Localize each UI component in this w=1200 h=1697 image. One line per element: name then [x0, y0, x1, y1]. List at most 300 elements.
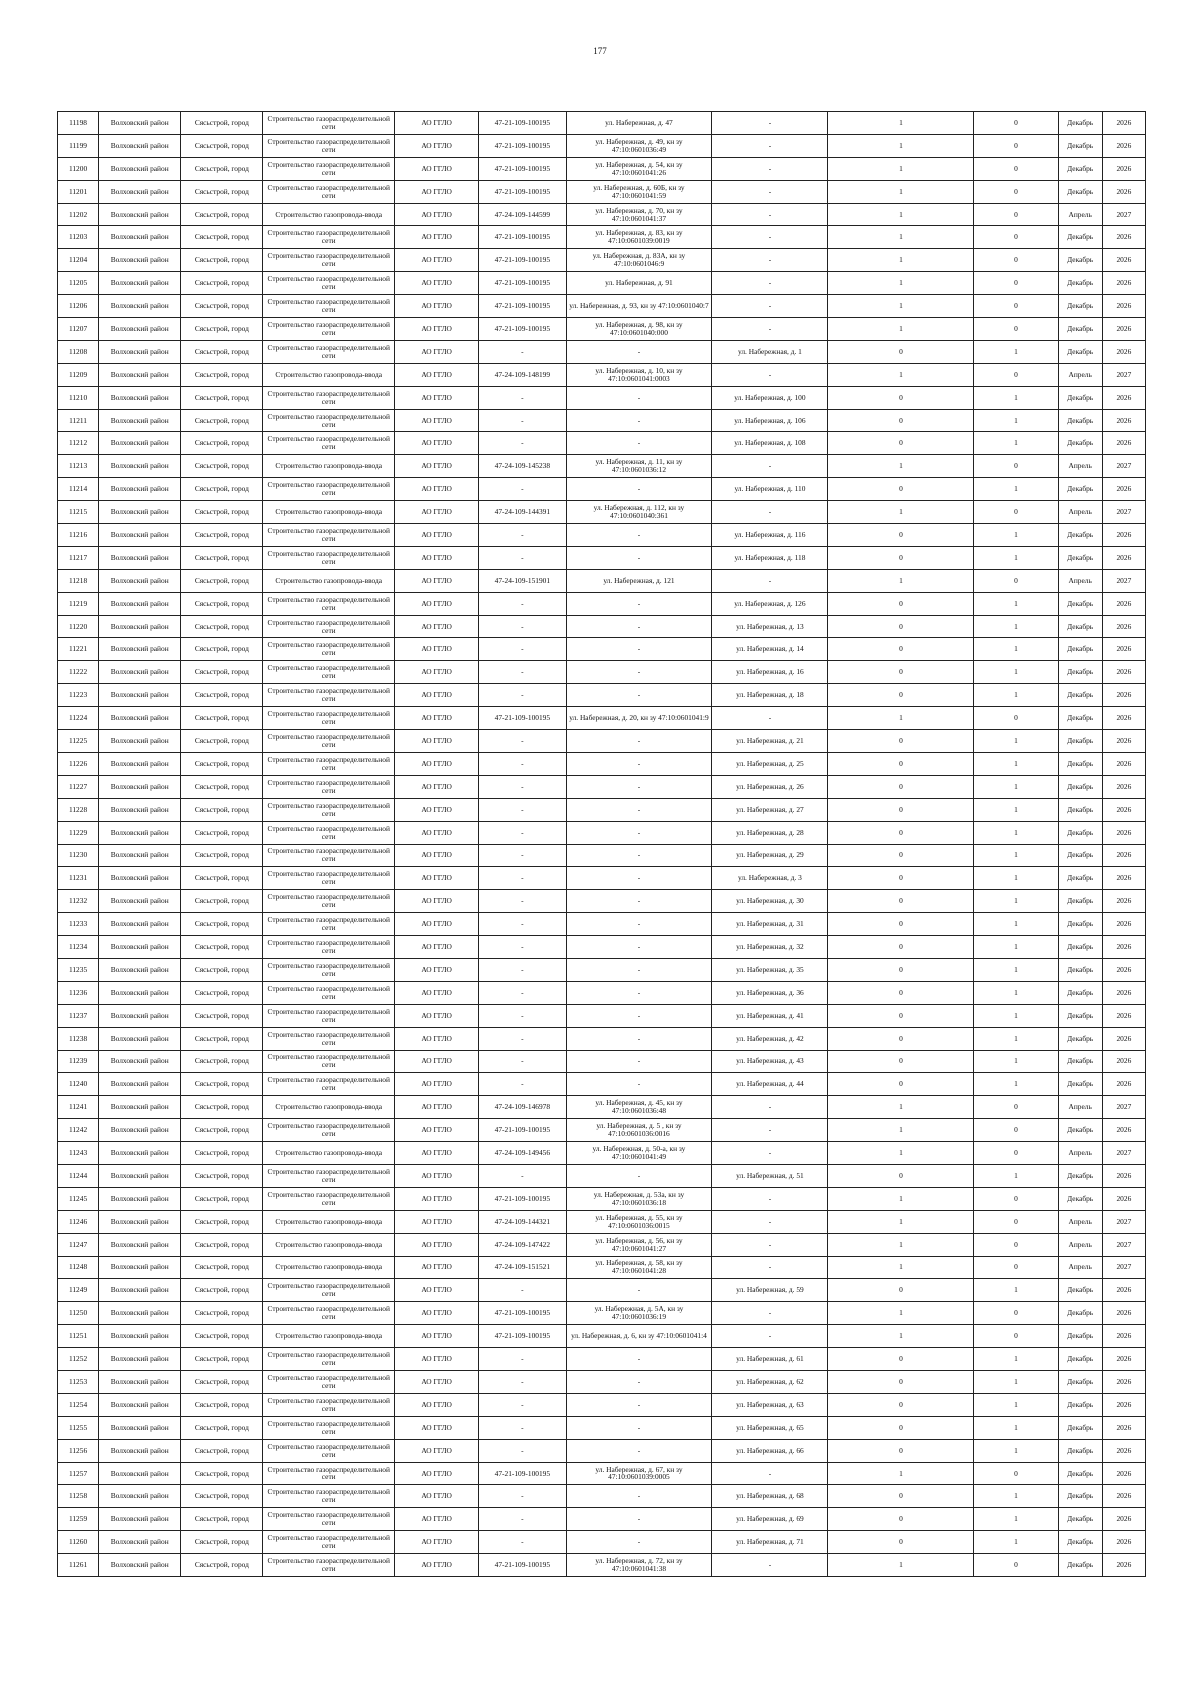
- cell-address-without-permit: ул. Набережная, д. 66: [712, 1439, 828, 1462]
- cell-locality: Сясьстрой, город: [181, 1348, 263, 1371]
- table-row: [58, 844, 1146, 867]
- cell-permit-number: -: [479, 1370, 566, 1393]
- cell-address-without-permit: -: [712, 501, 828, 524]
- cell-row-number: 11231: [58, 867, 99, 890]
- cell-row-number: 11204: [58, 249, 99, 272]
- cell-row-number: 11256: [58, 1439, 99, 1462]
- cell-locality: Сясьстрой, город: [181, 1439, 263, 1462]
- cell-address-with-permit: ул. Набережная, д. 70, кн зу 47:10:0601041:37: [566, 203, 712, 226]
- cell-district: Волховский район: [99, 295, 181, 318]
- cell-address-without-permit: -: [712, 180, 828, 203]
- cell-permit-number: -: [479, 1393, 566, 1416]
- cell-locality: Сясьстрой, город: [181, 981, 263, 1004]
- cell-district: Волховский район: [99, 226, 181, 249]
- cell-count-b: 1: [974, 546, 1058, 569]
- cell-row-number: 11201: [58, 180, 99, 203]
- cell-district: Волховский район: [99, 684, 181, 707]
- cell-count-b: 1: [974, 432, 1058, 455]
- cell-permit-number: 47-21-109-100195: [479, 1119, 566, 1142]
- cell-organization: АО ГГЛО: [394, 249, 478, 272]
- cell-address-with-permit: -: [566, 913, 712, 936]
- cell-organization: АО ГГЛО: [394, 1073, 478, 1096]
- cell-row-number: 11244: [58, 1164, 99, 1187]
- cell-work-type: Строительство газораспределительной сети: [263, 409, 395, 432]
- cell-address-without-permit: ул. Набережная, д. 41: [712, 1004, 828, 1027]
- cell-row-number: 11260: [58, 1531, 99, 1554]
- cell-permit-number: -: [479, 890, 566, 913]
- cell-organization: АО ГГЛО: [394, 752, 478, 775]
- cell-month: Декабрь: [1058, 295, 1102, 318]
- cell-address-with-permit: ул. Набережная, д. 10, кн зу 47:10:0601041:0003: [566, 363, 712, 386]
- table-row: [58, 867, 1146, 890]
- cell-organization: АО ГГЛО: [394, 1370, 478, 1393]
- cell-address-without-permit: ул. Набережная, д. 18: [712, 684, 828, 707]
- cell-count-b: 1: [974, 936, 1058, 959]
- cell-district: Волховский район: [99, 134, 181, 157]
- cell-year: 2027: [1102, 501, 1145, 524]
- table-row: [58, 1142, 1146, 1165]
- cell-count-b: 0: [974, 1210, 1058, 1233]
- cell-organization: АО ГГЛО: [394, 1393, 478, 1416]
- cell-address-without-permit: ул. Набережная, д. 26: [712, 775, 828, 798]
- cell-month: Декабрь: [1058, 1393, 1102, 1416]
- cell-organization: АО ГГЛО: [394, 798, 478, 821]
- cell-permit-number: 47-21-109-100195: [479, 226, 566, 249]
- cell-work-type: Строительство газораспределительной сети: [263, 112, 395, 135]
- cell-year: 2026: [1102, 546, 1145, 569]
- cell-locality: Сясьстрой, город: [181, 1462, 263, 1485]
- cell-year: 2027: [1102, 1256, 1145, 1279]
- cell-address-without-permit: ул. Набережная, д. 3: [712, 867, 828, 890]
- cell-address-with-permit: -: [566, 798, 712, 821]
- cell-address-with-permit: -: [566, 638, 712, 661]
- cell-district: Волховский район: [99, 1348, 181, 1371]
- cell-district: Волховский район: [99, 318, 181, 341]
- cell-row-number: 11208: [58, 340, 99, 363]
- cell-month: Декабрь: [1058, 1164, 1102, 1187]
- cell-locality: Сясьстрой, город: [181, 569, 263, 592]
- cell-locality: Сясьстрой, город: [181, 1004, 263, 1027]
- cell-organization: АО ГГЛО: [394, 615, 478, 638]
- cell-locality: Сясьстрой, город: [181, 1416, 263, 1439]
- cell-organization: АО ГГЛО: [394, 134, 478, 157]
- cell-organization: АО ГГЛО: [394, 684, 478, 707]
- cell-address-without-permit: -: [712, 707, 828, 730]
- cell-count-a: 0: [828, 386, 974, 409]
- cell-year: 2026: [1102, 1073, 1145, 1096]
- cell-count-a: 1: [828, 1256, 974, 1279]
- cell-permit-number: 47-24-109-149456: [479, 1142, 566, 1165]
- cell-organization: АО ГГЛО: [394, 1554, 478, 1577]
- cell-count-b: 1: [974, 752, 1058, 775]
- cell-month: Декабрь: [1058, 1187, 1102, 1210]
- cell-permit-number: -: [479, 592, 566, 615]
- cell-row-number: 11221: [58, 638, 99, 661]
- cell-permit-number: 47-24-109-146978: [479, 1096, 566, 1119]
- cell-year: 2026: [1102, 1462, 1145, 1485]
- cell-count-b: 0: [974, 112, 1058, 135]
- cell-organization: АО ГГЛО: [394, 730, 478, 753]
- table-row: [58, 501, 1146, 524]
- table-row: [58, 1485, 1146, 1508]
- cell-address-without-permit: ул. Набережная, д. 30: [712, 890, 828, 913]
- cell-organization: АО ГГЛО: [394, 501, 478, 524]
- cell-work-type: Строительство газораспределительной сети: [263, 1554, 395, 1577]
- cell-year: 2026: [1102, 318, 1145, 341]
- cell-organization: АО ГГЛО: [394, 1256, 478, 1279]
- cell-month: Декабрь: [1058, 134, 1102, 157]
- cell-month: Декабрь: [1058, 752, 1102, 775]
- cell-district: Волховский район: [99, 1393, 181, 1416]
- cell-count-a: 1: [828, 112, 974, 135]
- cell-year: 2026: [1102, 1531, 1145, 1554]
- cell-locality: Сясьстрой, город: [181, 478, 263, 501]
- cell-month: Апрель: [1058, 501, 1102, 524]
- table-row: [58, 638, 1146, 661]
- cell-month: Декабрь: [1058, 638, 1102, 661]
- cell-permit-number: 47-21-109-100195: [479, 112, 566, 135]
- cell-month: Декабрь: [1058, 249, 1102, 272]
- table-row: [58, 1554, 1146, 1577]
- cell-address-without-permit: -: [712, 1325, 828, 1348]
- cell-address-without-permit: ул. Набережная, д. 63: [712, 1393, 828, 1416]
- cell-month: Декабрь: [1058, 1073, 1102, 1096]
- cell-month: Декабрь: [1058, 180, 1102, 203]
- cell-address-without-permit: ул. Набережная, д. 100: [712, 386, 828, 409]
- cell-count-b: 0: [974, 1096, 1058, 1119]
- cell-row-number: 11257: [58, 1462, 99, 1485]
- table-row: [58, 1027, 1146, 1050]
- table-row: [58, 386, 1146, 409]
- cell-month: Апрель: [1058, 455, 1102, 478]
- cell-work-type: Строительство газораспределительной сети: [263, 913, 395, 936]
- cell-count-b: 0: [974, 1554, 1058, 1577]
- cell-row-number: 11258: [58, 1485, 99, 1508]
- cell-locality: Сясьстрой, город: [181, 1187, 263, 1210]
- cell-district: Волховский район: [99, 1325, 181, 1348]
- cell-count-a: 0: [828, 1348, 974, 1371]
- cell-year: 2026: [1102, 1279, 1145, 1302]
- cell-count-b: 1: [974, 1485, 1058, 1508]
- cell-work-type: Строительство газораспределительной сети: [263, 1027, 395, 1050]
- cell-count-a: 0: [828, 752, 974, 775]
- cell-count-a: 1: [828, 318, 974, 341]
- cell-locality: Сясьстрой, город: [181, 661, 263, 684]
- table-row: [58, 615, 1146, 638]
- cell-address-with-permit: -: [566, 661, 712, 684]
- cell-organization: АО ГГЛО: [394, 363, 478, 386]
- cell-year: 2026: [1102, 295, 1145, 318]
- cell-row-number: 11241: [58, 1096, 99, 1119]
- cell-locality: Сясьстрой, город: [181, 524, 263, 547]
- cell-address-with-permit: -: [566, 936, 712, 959]
- cell-work-type: Строительство газопровода-ввода: [263, 1233, 395, 1256]
- page-number: 177: [593, 46, 607, 56]
- cell-year: 2026: [1102, 821, 1145, 844]
- cell-count-b: 1: [974, 958, 1058, 981]
- cell-count-a: 1: [828, 1096, 974, 1119]
- cell-work-type: Строительство газопровода-ввода: [263, 1256, 395, 1279]
- cell-address-without-permit: -: [712, 1187, 828, 1210]
- cell-organization: АО ГГЛО: [394, 340, 478, 363]
- cell-organization: АО ГГЛО: [394, 1508, 478, 1531]
- cell-address-with-permit: ул. Набережная, д. 93, кн зу 47:10:0601040:7: [566, 295, 712, 318]
- cell-year: 2026: [1102, 981, 1145, 1004]
- cell-permit-number: -: [479, 913, 566, 936]
- cell-count-a: 0: [828, 1531, 974, 1554]
- cell-work-type: Строительство газораспределительной сети: [263, 1485, 395, 1508]
- cell-organization: АО ГГЛО: [394, 272, 478, 295]
- cell-row-number: 11227: [58, 775, 99, 798]
- cell-count-a: 1: [828, 1325, 974, 1348]
- cell-year: 2027: [1102, 569, 1145, 592]
- cell-row-number: 11252: [58, 1348, 99, 1371]
- cell-locality: Сясьстрой, город: [181, 1256, 263, 1279]
- cell-count-a: 1: [828, 249, 974, 272]
- cell-count-a: 0: [828, 1416, 974, 1439]
- cell-count-a: 1: [828, 272, 974, 295]
- cell-month: Декабрь: [1058, 615, 1102, 638]
- cell-address-without-permit: ул. Набережная, д. 59: [712, 1279, 828, 1302]
- table-row: [58, 1393, 1146, 1416]
- cell-month: Декабрь: [1058, 1004, 1102, 1027]
- cell-count-b: 1: [974, 1416, 1058, 1439]
- cell-permit-number: -: [479, 775, 566, 798]
- cell-row-number: 11242: [58, 1119, 99, 1142]
- cell-count-a: 0: [828, 592, 974, 615]
- cell-year: 2026: [1102, 1302, 1145, 1325]
- cell-district: Волховский район: [99, 638, 181, 661]
- cell-month: Апрель: [1058, 569, 1102, 592]
- table-row: [58, 1531, 1146, 1554]
- cell-count-b: 0: [974, 569, 1058, 592]
- cell-year: 2026: [1102, 226, 1145, 249]
- table-row: [58, 546, 1146, 569]
- cell-year: 2026: [1102, 478, 1145, 501]
- cell-address-without-permit: ул. Набережная, д. 108: [712, 432, 828, 455]
- cell-row-number: 11222: [58, 661, 99, 684]
- cell-year: 2026: [1102, 1554, 1145, 1577]
- cell-locality: Сясьстрой, город: [181, 1279, 263, 1302]
- cell-organization: АО ГГЛО: [394, 1439, 478, 1462]
- cell-address-without-permit: ул. Набережная, д. 116: [712, 524, 828, 547]
- cell-permit-number: 47-21-109-100195: [479, 1325, 566, 1348]
- table-row: [58, 1462, 1146, 1485]
- cell-organization: АО ГГЛО: [394, 1027, 478, 1050]
- cell-work-type: Строительство газораспределительной сети: [263, 134, 395, 157]
- cell-year: 2026: [1102, 157, 1145, 180]
- cell-count-b: 0: [974, 272, 1058, 295]
- cell-locality: Сясьстрой, город: [181, 157, 263, 180]
- cell-count-a: 0: [828, 1370, 974, 1393]
- cell-work-type: Строительство газораспределительной сети: [263, 1119, 395, 1142]
- cell-district: Волховский район: [99, 157, 181, 180]
- cell-month: Декабрь: [1058, 432, 1102, 455]
- cell-count-a: 1: [828, 1187, 974, 1210]
- cell-year: 2026: [1102, 1164, 1145, 1187]
- cell-permit-number: 47-24-109-144321: [479, 1210, 566, 1233]
- cell-count-a: 0: [828, 478, 974, 501]
- cell-district: Волховский район: [99, 112, 181, 135]
- cell-year: 2026: [1102, 730, 1145, 753]
- cell-address-without-permit: ул. Набережная, д. 43: [712, 1050, 828, 1073]
- table-row: [58, 409, 1146, 432]
- cell-work-type: Строительство газораспределительной сети: [263, 1370, 395, 1393]
- cell-permit-number: 47-21-109-100195: [479, 180, 566, 203]
- cell-permit-number: -: [479, 1485, 566, 1508]
- table-row: [58, 1119, 1146, 1142]
- cell-work-type: Строительство газораспределительной сети: [263, 340, 395, 363]
- cell-address-with-permit: -: [566, 1348, 712, 1371]
- cell-year: 2026: [1102, 1187, 1145, 1210]
- cell-work-type: Строительство газораспределительной сети: [263, 707, 395, 730]
- cell-address-without-permit: -: [712, 226, 828, 249]
- cell-count-b: 1: [974, 1004, 1058, 1027]
- cell-locality: Сясьстрой, город: [181, 386, 263, 409]
- table-row: [58, 249, 1146, 272]
- cell-count-b: 1: [974, 1393, 1058, 1416]
- cell-permit-number: 47-21-109-100195: [479, 1187, 566, 1210]
- cell-address-without-permit: -: [712, 112, 828, 135]
- cell-month: Апрель: [1058, 1256, 1102, 1279]
- cell-count-a: 0: [828, 432, 974, 455]
- cell-locality: Сясьстрой, город: [181, 1142, 263, 1165]
- cell-year: 2026: [1102, 1050, 1145, 1073]
- cell-month: Декабрь: [1058, 1279, 1102, 1302]
- cell-month: Декабрь: [1058, 226, 1102, 249]
- cell-month: Декабрь: [1058, 867, 1102, 890]
- cell-locality: Сясьстрой, город: [181, 501, 263, 524]
- cell-locality: Сясьстрой, город: [181, 1393, 263, 1416]
- cell-work-type: Строительство газопровода-ввода: [263, 455, 395, 478]
- cell-locality: Сясьстрой, город: [181, 798, 263, 821]
- cell-month: Декабрь: [1058, 1302, 1102, 1325]
- cell-count-b: 0: [974, 1142, 1058, 1165]
- cell-row-number: 11233: [58, 913, 99, 936]
- cell-district: Волховский район: [99, 1531, 181, 1554]
- cell-address-with-permit: -: [566, 1485, 712, 1508]
- cell-address-with-permit: -: [566, 1531, 712, 1554]
- cell-work-type: Строительство газопровода-ввода: [263, 1096, 395, 1119]
- cell-organization: АО ГГЛО: [394, 1187, 478, 1210]
- cell-locality: Сясьстрой, город: [181, 1302, 263, 1325]
- cell-address-with-permit: -: [566, 1050, 712, 1073]
- cell-organization: АО ГГЛО: [394, 867, 478, 890]
- cell-month: Декабрь: [1058, 592, 1102, 615]
- cell-address-with-permit: ул. Набережная, д. 60Б, кн зу 47:10:0601041:59: [566, 180, 712, 203]
- cell-district: Волховский район: [99, 386, 181, 409]
- cell-count-b: 0: [974, 363, 1058, 386]
- table-row: [58, 478, 1146, 501]
- cell-work-type: Строительство газопровода-ввода: [263, 203, 395, 226]
- cell-permit-number: 47-21-109-100195: [479, 1302, 566, 1325]
- cell-year: 2026: [1102, 661, 1145, 684]
- cell-organization: АО ГГЛО: [394, 546, 478, 569]
- table-row: [58, 1279, 1146, 1302]
- table-row: [58, 890, 1146, 913]
- cell-year: 2026: [1102, 936, 1145, 959]
- cell-address-with-permit: ул. Набережная, д. 83А, кн зу 47:10:0601046:9: [566, 249, 712, 272]
- table-row: [58, 913, 1146, 936]
- cell-address-with-permit: -: [566, 1416, 712, 1439]
- cell-row-number: 11261: [58, 1554, 99, 1577]
- cell-work-type: Строительство газораспределительной сети: [263, 775, 395, 798]
- cell-address-without-permit: ул. Набережная, д. 110: [712, 478, 828, 501]
- cell-address-with-permit: -: [566, 1004, 712, 1027]
- cell-address-with-permit: -: [566, 592, 712, 615]
- cell-address-without-permit: ул. Набережная, д. 25: [712, 752, 828, 775]
- cell-permit-number: -: [479, 615, 566, 638]
- cell-work-type: Строительство газораспределительной сети: [263, 1187, 395, 1210]
- cell-locality: Сясьстрой, город: [181, 1325, 263, 1348]
- cell-count-b: 1: [974, 1531, 1058, 1554]
- cell-district: Волховский район: [99, 1142, 181, 1165]
- cell-row-number: 11234: [58, 936, 99, 959]
- cell-count-a: 0: [828, 546, 974, 569]
- table-row: [58, 1233, 1146, 1256]
- cell-work-type: Строительство газораспределительной сети: [263, 752, 395, 775]
- table-row: [58, 958, 1146, 981]
- cell-district: Волховский район: [99, 867, 181, 890]
- cell-permit-number: -: [479, 1348, 566, 1371]
- cell-work-type: Строительство газораспределительной сети: [263, 272, 395, 295]
- cell-address-without-permit: -: [712, 318, 828, 341]
- cell-locality: Сясьстрой, город: [181, 1164, 263, 1187]
- cell-month: Декабрь: [1058, 478, 1102, 501]
- cell-address-without-permit: -: [712, 569, 828, 592]
- cell-count-a: 0: [828, 1050, 974, 1073]
- cell-locality: Сясьстрой, город: [181, 638, 263, 661]
- cell-organization: АО ГГЛО: [394, 180, 478, 203]
- cell-permit-number: 47-24-109-145238: [479, 455, 566, 478]
- cell-district: Волховский район: [99, 272, 181, 295]
- cell-address-without-permit: -: [712, 157, 828, 180]
- cell-district: Волховский район: [99, 1004, 181, 1027]
- cell-year: 2026: [1102, 592, 1145, 615]
- cell-month: Декабрь: [1058, 661, 1102, 684]
- cell-address-without-permit: ул. Набережная, д. 31: [712, 913, 828, 936]
- cell-count-b: 0: [974, 1119, 1058, 1142]
- cell-organization: АО ГГЛО: [394, 981, 478, 1004]
- table-row: [58, 1187, 1146, 1210]
- cell-month: Декабрь: [1058, 1485, 1102, 1508]
- cell-address-with-permit: -: [566, 1027, 712, 1050]
- cell-address-with-permit: ул. Набережная, д. 58, кн зу 47:10:0601041:28: [566, 1256, 712, 1279]
- cell-district: Волховский район: [99, 203, 181, 226]
- cell-row-number: 11254: [58, 1393, 99, 1416]
- table-row: [58, 1073, 1146, 1096]
- cell-organization: АО ГГЛО: [394, 295, 478, 318]
- cell-count-b: 1: [974, 638, 1058, 661]
- cell-count-a: 0: [828, 524, 974, 547]
- cell-month: Декабрь: [1058, 1531, 1102, 1554]
- cell-organization: АО ГГЛО: [394, 112, 478, 135]
- cell-organization: АО ГГЛО: [394, 1164, 478, 1187]
- cell-permit-number: 47-24-109-151521: [479, 1256, 566, 1279]
- cell-address-with-permit: ул. Набережная, д. 53а, кн зу 47:10:0601036:18: [566, 1187, 712, 1210]
- cell-work-type: Строительство газораспределительной сети: [263, 730, 395, 753]
- cell-organization: АО ГГЛО: [394, 592, 478, 615]
- cell-count-b: 0: [974, 1325, 1058, 1348]
- cell-count-a: 1: [828, 157, 974, 180]
- cell-work-type: Строительство газораспределительной сети: [263, 1073, 395, 1096]
- cell-work-type: Строительство газораспределительной сети: [263, 1416, 395, 1439]
- cell-address-without-permit: -: [712, 1119, 828, 1142]
- cell-count-a: 0: [828, 936, 974, 959]
- cell-count-b: 0: [974, 180, 1058, 203]
- cell-year: 2026: [1102, 249, 1145, 272]
- cell-address-with-permit: -: [566, 821, 712, 844]
